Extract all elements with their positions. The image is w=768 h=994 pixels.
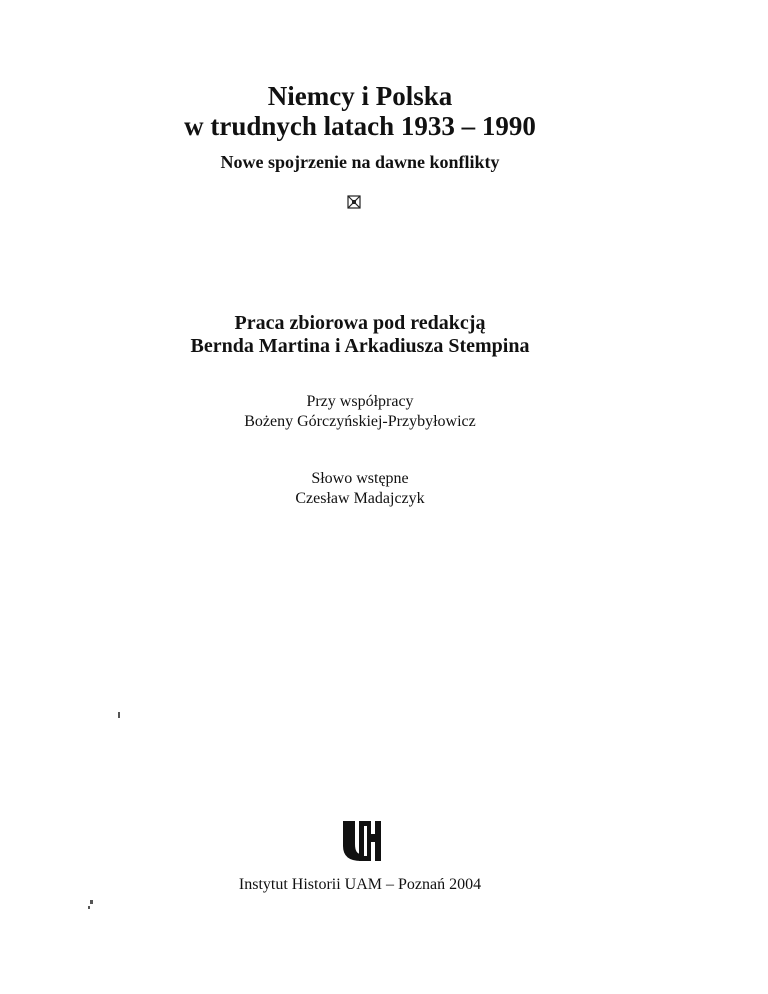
- foreword-label: Słowo wstępne: [311, 470, 409, 487]
- collaboration-label: Przy współpracy: [306, 393, 414, 410]
- book-subtitle: Nowe spojrzenie na dawne konflikty: [220, 152, 500, 172]
- ornament-icon: [347, 195, 361, 209]
- collaboration-name: Bożeny Górczyńskiej-Przybyłowicz: [244, 413, 476, 430]
- foreword-author: Czesław Madajczyk: [295, 490, 425, 507]
- publisher-logo-icon: [340, 818, 382, 862]
- editors-line-2: Bernda Martina i Arkadiusza Stempina: [190, 335, 530, 357]
- book-title-line-2: w trudnych latach 1933 – 1990: [184, 111, 536, 141]
- scan-speck: [118, 712, 120, 718]
- book-title-line-1: Niemcy i Polska: [267, 81, 453, 111]
- publisher-line: Instytut Historii UAM – Poznań 2004: [238, 876, 482, 893]
- editors-line-1: Praca zbiorowa pod redakcją: [234, 312, 486, 334]
- scan-speck: [88, 906, 90, 909]
- scan-speck: [90, 900, 93, 904]
